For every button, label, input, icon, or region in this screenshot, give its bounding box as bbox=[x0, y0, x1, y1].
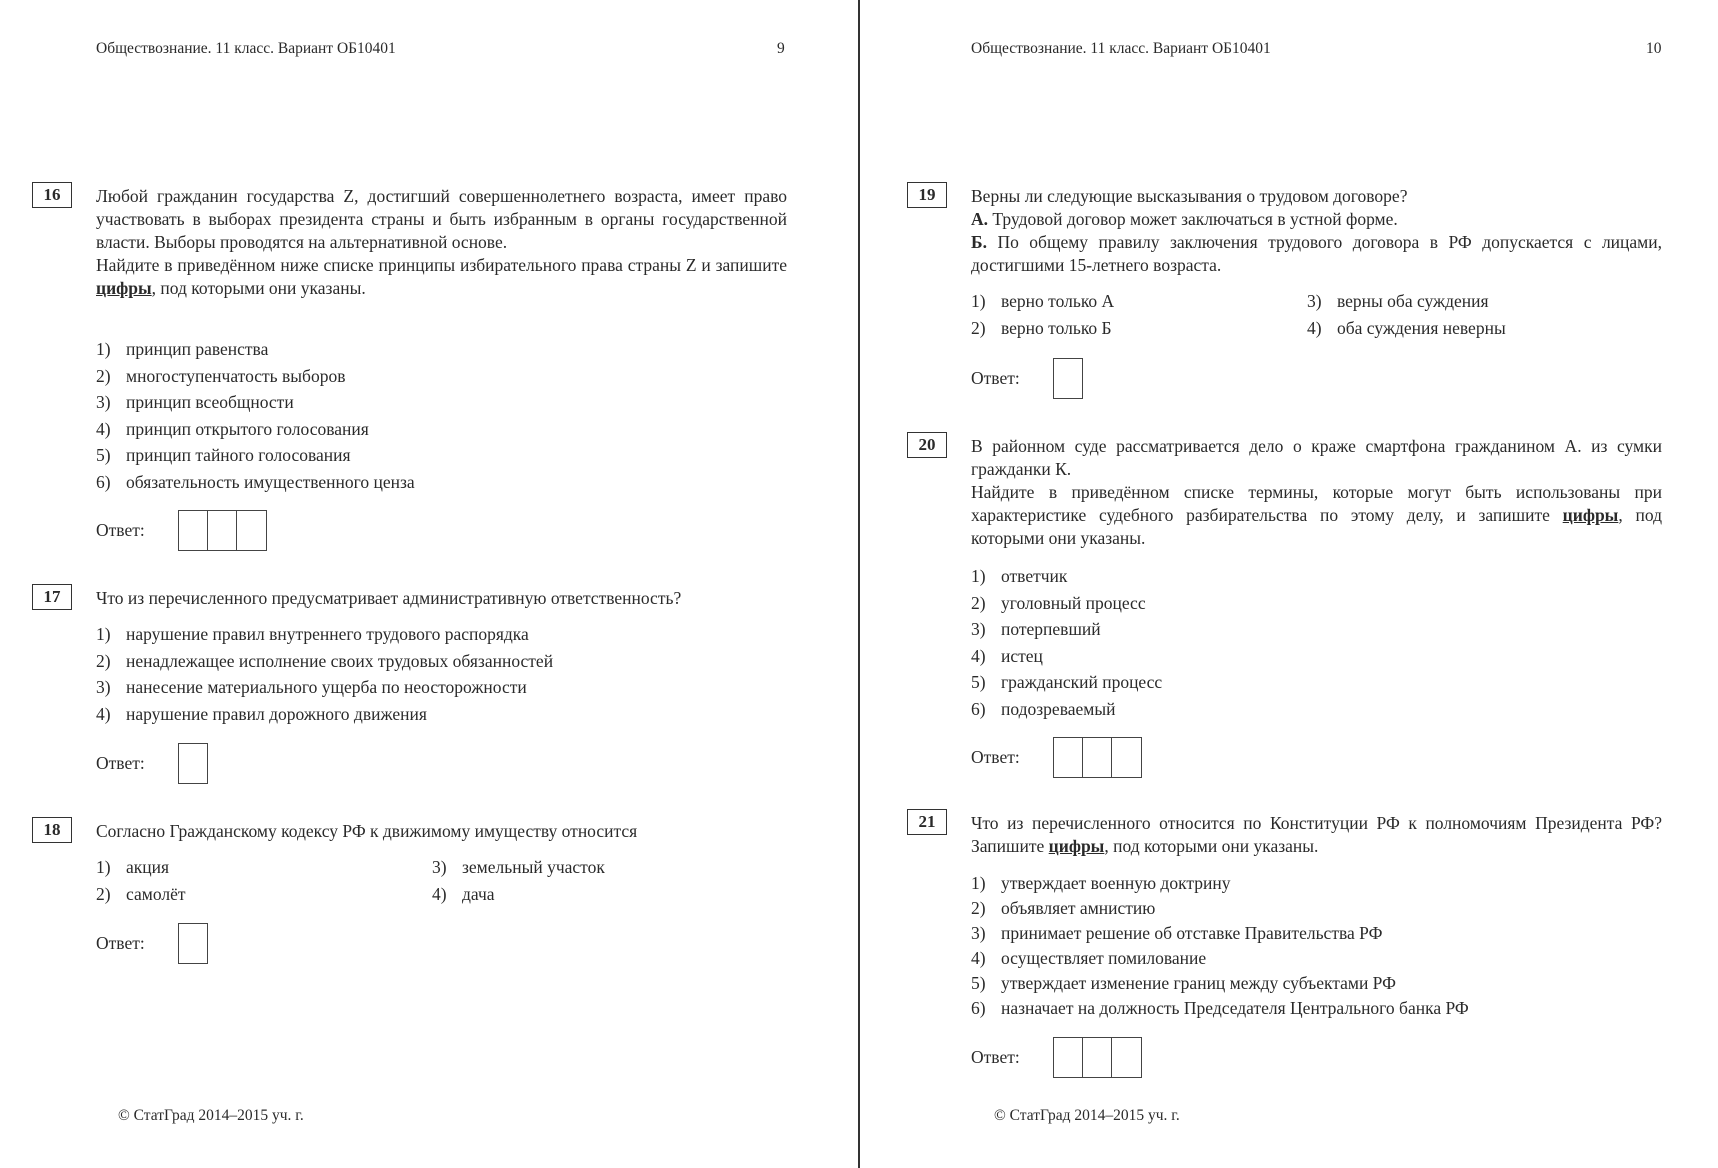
option-number: 5) bbox=[96, 445, 111, 465]
option-number: 3) bbox=[971, 923, 986, 943]
question-text bbox=[971, 812, 1662, 858]
question-number: 16 bbox=[32, 182, 72, 208]
option-text: самолёт bbox=[126, 884, 186, 904]
answer-cell[interactable] bbox=[1112, 738, 1141, 777]
question-instruction bbox=[971, 812, 1662, 858]
answer-box[interactable] bbox=[178, 510, 267, 551]
option-text: гражданский процесс bbox=[1001, 672, 1163, 692]
option-item bbox=[971, 563, 1162, 590]
option-number: 2) bbox=[971, 898, 986, 918]
option-number: 2) bbox=[96, 884, 111, 904]
option-text: принцип всеобщности bbox=[126, 392, 294, 412]
page-number: 10 bbox=[1646, 40, 1662, 57]
keyword: цифры bbox=[96, 278, 152, 298]
option-text: объявляет амнистию bbox=[1001, 898, 1156, 918]
option-item bbox=[971, 616, 1162, 643]
answer-cell[interactable] bbox=[1054, 738, 1083, 777]
header-title: Обществознание. 11 класс. Вариант ОБ10401 bbox=[96, 40, 396, 57]
answer-label: Ответ: bbox=[971, 368, 1020, 388]
answer-box[interactable] bbox=[1053, 358, 1083, 399]
option-number: 6) bbox=[96, 471, 111, 492]
instruction-text: Найдите в приведённом списке термины, которые могут быть использованы при характеристике судебного разбирательства по этому делу, и запишите bbox=[971, 482, 1662, 525]
answer-box[interactable] bbox=[1053, 737, 1142, 778]
option-item bbox=[971, 315, 1112, 342]
option-number: 2) bbox=[96, 650, 111, 671]
answer-cell[interactable] bbox=[179, 744, 207, 783]
option-item bbox=[96, 442, 415, 469]
option-text: принцип открытого голосования bbox=[126, 418, 369, 439]
option-number: 4) bbox=[971, 645, 986, 666]
question-paragraph: В районном суде рассматривается дело о краже смартфона гражданином А. из сумки гражданки К. bbox=[971, 436, 1662, 479]
option-text: утверждает военную доктрину bbox=[1001, 873, 1231, 893]
option-item bbox=[96, 363, 415, 390]
option-number: 4) bbox=[971, 948, 986, 968]
option-item bbox=[971, 696, 1162, 723]
option-text: оба суждения неверны bbox=[1337, 318, 1506, 338]
option-text: принцип тайного голосования bbox=[126, 445, 351, 465]
statement-a bbox=[971, 208, 1662, 231]
option-text: акция bbox=[126, 857, 170, 877]
option-number: 6) bbox=[971, 698, 986, 719]
option-text: дача bbox=[462, 884, 495, 904]
question-number: 20 bbox=[907, 432, 947, 458]
option-number: 4) bbox=[96, 703, 111, 724]
instruction-text: Найдите в приведённом ниже списке принципы избирательного права страны Z и запишите bbox=[96, 255, 787, 275]
keyword: цифры bbox=[1048, 836, 1105, 856]
option-number: 2) bbox=[971, 592, 986, 613]
option-number: 6) bbox=[971, 998, 986, 1018]
options-grid bbox=[971, 288, 1671, 344]
question-instruction bbox=[96, 254, 787, 300]
option-item bbox=[96, 336, 415, 363]
question-number: 21 bbox=[907, 809, 947, 835]
option-number: 5) bbox=[971, 672, 986, 692]
answer-row bbox=[971, 358, 1083, 399]
answer-cell[interactable] bbox=[237, 511, 266, 550]
answer-cell[interactable] bbox=[1054, 359, 1082, 398]
option-text: уголовный процесс bbox=[1001, 592, 1146, 613]
option-item bbox=[1307, 315, 1506, 342]
answer-box[interactable] bbox=[1053, 1037, 1142, 1078]
option-number: 3) bbox=[432, 857, 447, 877]
option-number: 1) bbox=[971, 291, 986, 311]
option-number: 4) bbox=[96, 418, 111, 439]
statement-text: Трудовой договор может заключаться в устной форме. bbox=[988, 209, 1398, 229]
instruction-text: , под которыми они указаны. bbox=[971, 505, 1662, 548]
question-number: 19 bbox=[907, 182, 947, 208]
page-number: 9 bbox=[777, 40, 785, 57]
question-instruction bbox=[971, 481, 1662, 550]
question-text bbox=[971, 185, 1662, 277]
option-item bbox=[96, 416, 415, 443]
options-list bbox=[971, 563, 1162, 722]
question-text: Согласно Гражданскому кодексу РФ к движимому имуществу относится bbox=[96, 821, 638, 841]
options-list bbox=[971, 871, 1469, 1021]
answer-cell[interactable] bbox=[1083, 738, 1112, 777]
answer-label: Ответ: bbox=[971, 747, 1020, 767]
option-item bbox=[432, 854, 605, 881]
instruction-text: , под которыми они указаны. bbox=[1104, 836, 1319, 856]
option-text: земельный участок bbox=[462, 857, 605, 877]
option-text: назначает на должность Председателя Центрального банка РФ bbox=[1001, 998, 1469, 1018]
answer-row bbox=[96, 743, 208, 784]
answer-box[interactable] bbox=[178, 743, 208, 784]
options-list bbox=[96, 336, 415, 495]
option-number: 1) bbox=[971, 566, 986, 586]
option-item bbox=[971, 288, 1114, 315]
option-text: нарушение правил внутреннего трудового распорядка bbox=[126, 624, 529, 644]
option-item bbox=[96, 854, 169, 881]
option-text: обязательность имущественного ценза bbox=[126, 471, 415, 492]
option-item bbox=[971, 871, 1469, 896]
statement-b bbox=[971, 231, 1662, 277]
question-text: Что из перечисленного предусматривает административную ответственность? bbox=[96, 588, 682, 608]
option-number: 3) bbox=[96, 677, 111, 697]
question-text bbox=[971, 435, 1662, 550]
option-item bbox=[96, 648, 553, 675]
option-item bbox=[971, 896, 1469, 921]
option-item bbox=[971, 643, 1162, 670]
option-text: ответчик bbox=[1001, 566, 1068, 586]
answer-row bbox=[971, 1037, 1142, 1078]
option-item bbox=[432, 881, 495, 908]
option-item bbox=[971, 971, 1469, 996]
answer-cell[interactable] bbox=[179, 511, 208, 550]
instruction-text: Что из перечисленного относится по Конституции РФ к полномочиям Президента РФ? Запишите bbox=[971, 813, 1662, 856]
header-title: Обществознание. 11 класс. Вариант ОБ10401 bbox=[971, 40, 1271, 57]
option-text: осуществляет помилование bbox=[1001, 948, 1207, 968]
option-item bbox=[971, 921, 1469, 946]
option-item bbox=[971, 996, 1469, 1021]
options-list bbox=[96, 621, 553, 727]
option-item bbox=[96, 701, 553, 728]
option-number: 1) bbox=[96, 339, 111, 359]
option-text: подозреваемый bbox=[1001, 698, 1116, 719]
question-paragraph: Верны ли следующие высказывания о трудовом договоре? bbox=[971, 186, 1408, 206]
option-text: многоступенчатость выборов bbox=[126, 365, 346, 386]
page-right bbox=[860, 0, 1718, 1168]
option-item bbox=[96, 621, 553, 648]
statement-text: По общему правилу заключения трудового договора в РФ допускается с лицами, достигшими 15-летнего возраста. bbox=[971, 232, 1662, 275]
answer-label: Ответ: bbox=[96, 753, 145, 773]
answer-row bbox=[96, 923, 208, 964]
instruction-text: , под которыми они указаны. bbox=[151, 278, 366, 298]
option-text: нанесение материального ущерба по неосторожности bbox=[126, 677, 527, 697]
option-number: 3) bbox=[1307, 291, 1322, 311]
option-item bbox=[96, 469, 415, 496]
option-number: 4) bbox=[1307, 318, 1322, 338]
statement-label: Б. bbox=[971, 232, 987, 252]
option-text: верны оба суждения bbox=[1337, 291, 1489, 311]
option-number: 1) bbox=[96, 624, 111, 644]
answer-row bbox=[971, 737, 1142, 778]
question-number: 17 bbox=[32, 584, 72, 610]
option-number: 4) bbox=[432, 884, 447, 904]
keyword: цифры bbox=[1562, 505, 1619, 525]
answer-box[interactable] bbox=[178, 923, 208, 964]
options-grid bbox=[96, 854, 796, 910]
option-text: утверждает изменение границ между субъектами РФ bbox=[1001, 973, 1396, 993]
option-text: потерпевший bbox=[1001, 619, 1101, 639]
option-number: 5) bbox=[971, 973, 986, 993]
option-text: верно только А bbox=[1001, 291, 1115, 311]
answer-cell[interactable] bbox=[208, 511, 237, 550]
page-left bbox=[0, 0, 858, 1168]
statement-label: А. bbox=[971, 209, 989, 229]
answer-cell[interactable] bbox=[1054, 1038, 1083, 1077]
option-text: принимает решение об отставке Правительства РФ bbox=[1001, 923, 1383, 943]
option-number: 2) bbox=[96, 365, 111, 386]
option-number: 1) bbox=[96, 857, 111, 877]
option-text: нарушение правил дорожного движения bbox=[126, 703, 427, 724]
answer-cell[interactable] bbox=[1112, 1038, 1141, 1077]
question-text bbox=[96, 185, 787, 300]
question-number: 18 bbox=[32, 817, 72, 843]
option-text: принцип равенства bbox=[126, 339, 269, 359]
answer-cell[interactable] bbox=[179, 924, 207, 963]
answer-label: Ответ: bbox=[96, 520, 145, 540]
option-item bbox=[971, 946, 1469, 971]
option-text: ненадлежащее исполнение своих трудовых обязанностей bbox=[126, 650, 554, 671]
footer-copyright: © СтатГрад 2014–2015 уч. г. bbox=[118, 1107, 304, 1124]
option-number: 2) bbox=[971, 318, 986, 338]
option-item bbox=[96, 881, 186, 908]
option-item bbox=[971, 669, 1162, 696]
answer-cell[interactable] bbox=[1083, 1038, 1112, 1077]
answer-label: Ответ: bbox=[96, 933, 145, 953]
footer-copyright: © СтатГрад 2014–2015 уч. г. bbox=[994, 1107, 1180, 1124]
option-item bbox=[96, 389, 415, 416]
option-number: 1) bbox=[971, 873, 986, 893]
option-item bbox=[96, 674, 553, 701]
option-text: верно только Б bbox=[1001, 318, 1112, 338]
option-item bbox=[1307, 288, 1489, 315]
option-number: 3) bbox=[96, 392, 111, 412]
option-number: 3) bbox=[971, 619, 986, 639]
option-text: истец bbox=[1001, 645, 1043, 666]
option-item bbox=[971, 590, 1162, 617]
answer-row bbox=[96, 510, 267, 551]
answer-label: Ответ: bbox=[971, 1047, 1020, 1067]
question-paragraph: Любой гражданин государства Z, достигший совершеннолетнего возраста, имеет право участвовать в выборах президента страны и быть избранным в органы государственной власти. Выборы проводятся на альтернативной основе. bbox=[96, 186, 787, 252]
